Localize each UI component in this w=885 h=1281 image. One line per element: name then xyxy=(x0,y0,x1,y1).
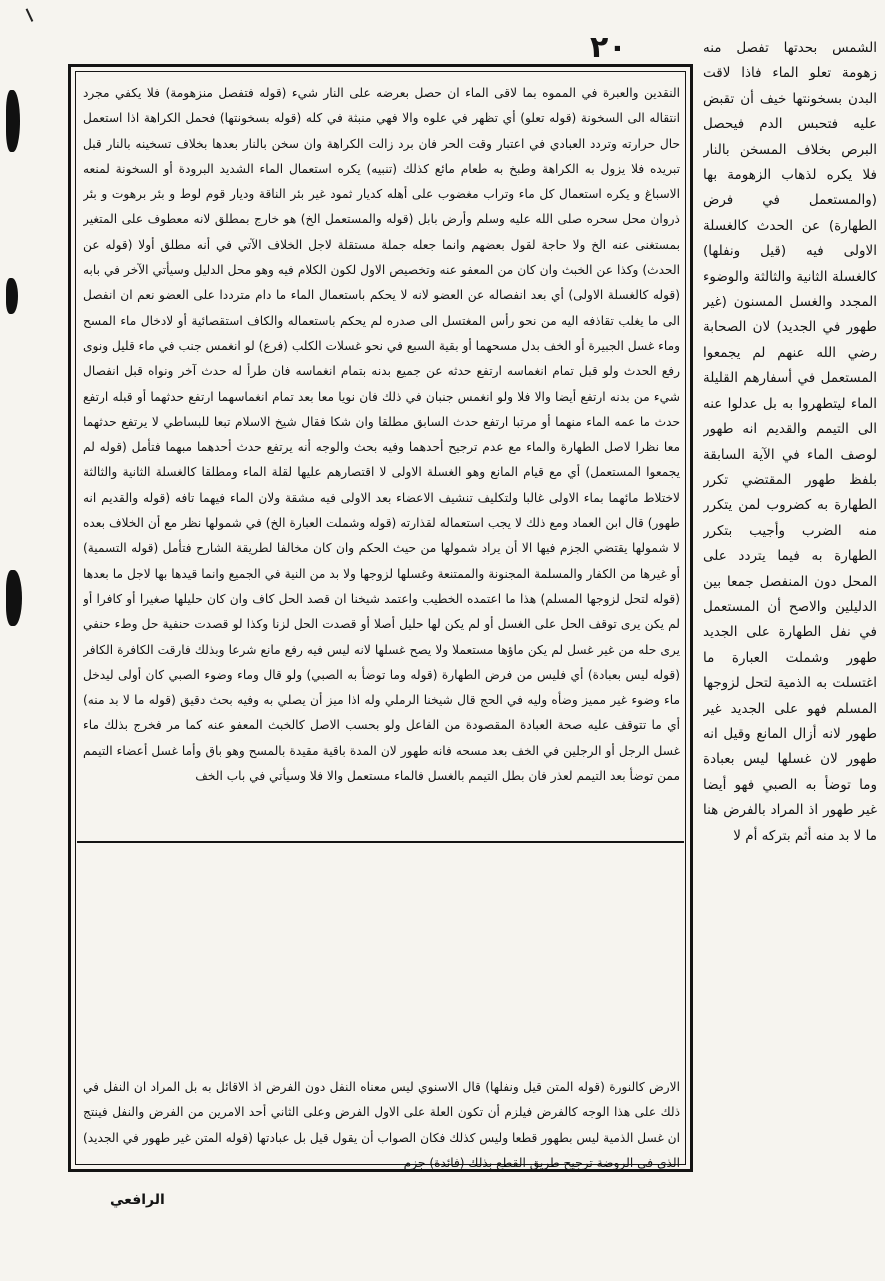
binding-hole-mark xyxy=(6,90,20,152)
margin-main-text: الشمس بحدتها تفصل منه زهومة تعلو الماء فاذا لاقت البدن بسخونتها خيف أن تقبض عليه فتحبس الدم فيحصل البرص بخلاف المسخن بالنار فلا يكره لذهاب الزهومة بها (والمستعمل في فرض الطهارة) عن الحدث كالغسلة الاولى فيه (قيل ونفلها) كالغسلة الثانية والثالثة والوضوء المجدد والغسل المسنون (غير طهور في الجديد) لان الصحابة رضي الله عنهم لم يجمعوا المستعمل في أسفارهم القليلة الماء ليتطهروا به بل عدلوا عنه الى التيمم والقديم انه طهور لوصف الماء في الآية السابقة بلفظ طهور المقتضي تكرر الطهارة به كضروب لمن يتكرر منه الضرب وأجيب بتكرر الطهارة به فيما يتردد على المحل دون المنفصل جمعا بين الدليلين والاصح أن المستعمل في نفل الطهارة على الجديد طهور وشملت العبارة ما اغتسلت به الذمية لتحل لزوجها المسلم فهو على الجديد غير طهور لانه أزال المانع وقيل انه طهور لان غسلها ليس بعبادة وما توضأ به الصبي فهو أيضا غير طهور اذ المراد بالفرض هنا ما لا بد منه أثم بتركه أم لا xyxy=(703,40,877,844)
page-number: ٢٠ xyxy=(590,30,627,65)
commentary-text: النقدين والعبرة في المموه بما لاقى الماء ان حصل بعرضه على النار شيء (قوله فتفصل منزهومة) فلا يكفي مجرد انتقاله الى السخونة (قوله تعلو) أي تظهر في علوه والا فهي منبثة في كله (قوله بسخونتها) فحمل الكراهة اذا استعمل حال حرارته وتردد العبادي في اعتبار وقت الحر فان برد زالت الكراهة وان سخن بالنار بعدها بخلاف تسخينه بالنار قبل تبريده فلا يزول به الكراهة وطبخ به طعام مائع كذلك (تنبيه) يكره استعمال الماء الشديد البرودة أو السخونة لمنعه الاسباغ و يكره استعمال كل ماء وتراب مغضوب على أهله كديار ثمود غير بئر الناقة وديار قوم لوط و بئر برهوت و بئر ذروان محل سحره صلى الله عليه وسلم وأرض بابل (قوله والمستعمل الخ) هو خارج بمطلق لانه معطوف على المتغير بمستغنى عنه الخ ولا حاجة لقول بعضهم وانما جعله جملة مستقلة لاجل الخلاف الآتي في أنه مطلق أولا (قوله عن الحدث) وكذا عن الخبث وان كان من المعفو عنه وتخصيص الاول لكون الكلام فيه وهو محل الدليل وسيأتي الآخر في بابه (قوله كالغسلة الاولى) أي بعد انفصاله عن العضو لانه لا يحكم باستعمال الماء ما دام مترددا على العضو نعم ان انفصل الى ما يغلب تقاذفه اليه من نحو رأس المغتسل الى صدره لم يحكم باستعماله والكاف استقصائية أو لادخال ماء المسح وماء غسل الجبيرة أو الخف بدل مسحهما أو بقية السبع في نحو غسلات الكلب (فرع) لو انغمس جنب في ماء قليل ونوى رفع الحدث ولو قبل تمام انغماسه ارتفع حدثه عن جميع بدنه بتمام انغماسه فان طرأ له حدث آخر ونواه قبل انفصال شيء من بدنه ارتفع أيضا والا فلا ولو انغمس جنبان في ذلك فان نويا معا بعد تمام انغماسهما ارتفع حدثهما أو قبله ارتفع حدث ما عمه الماء منهما أو مرتبا ارتفع حدث السابق مطلقا وان شكا فقال شيخ الاسلام تبعا للبساطي لا يرتفع حدثهما معا نظرا لاصل الطهارة والماء مع عدم ترجيح أحدهما وفيه بحث والوجه أنه يرتفع حدث أحدهما مبهما فتأمل (قوله لم يجمعوا المستعمل) أي مع قيام المانع وهو الغسلة الاولى لا اقتصارهم عليها لقلة الماء ومطلقا كالغسلة الثانية والثالثة لاختلاط مائهما بماء الاولى غالبا ولتكليف تنشيف الاعضاء بعد الاولى فيه مشقة ولان الماء فيهما تافه (قوله والقديم انه طهور) قال ابن العماد ومع ذلك لا يجب استعماله لقذارته (قوله وشملت العبارة الخ) في شمولها نظر مع أن الخلاف بعده لا شمولها يقتضي الجزم فيها الا أن يراد شمولها من حيث الحكم وان كان مخالفا لطريقة الشارح فتأمل (قوله التسمية) أو غيرها من الكفار والمسلمة المجنونة والممتنعة وغسلها لزوجها ولا بد من النية في الجميع وانما قيدها بها لاجل ما بعدها (قوله لتحل لزوجها المسلم) هذا ما اعتمده الخطيب واعتمد شيخنا ان قصد الحل كاف وان كان حليلها صغيرا أو كافرا أو لم يكن يرى توقف الحل على الغسل أو لم يكن لها حليل أصلا أو قصدت الحل لزنا وكذا لو قصدت حنفية حل وطء حنفي يرى حله من غير غسل لم يكن ماؤها مستعملا ولا يصح غسلها لانه ليس فيه رفع مانع شرعا وبذلك فارقت الكافرة الكافر (قوله ليس بعبادة) أي فليس من فرض الطهارة (قوله وما توضأ به الصبي) ولو قال وماء وضوء الصبي كان أولى ليدخل ماء وضوء غير مميز وضأه وليه في الحج قال شيخنا الرملي وله اذا ميز أن يصلي به وفيه بحث دقيق (قوله ما لا بد منه) أي ما تتوقف عليه صحة العبادة المقصودة من الفاعل ولو بحسب الاصل كالخبث المعفو عنه كما مر فخرج بذلك ماء غسل الرجل أو الرجلين في الخف بعد مسحه فانه طهور لان المدة باقية مقيدة بالمسح وهو باق وأما غسل أعضاء التيمم ممن توضأ بعد التيمم لعذر فان بطل التيمم بالغسل فالماء مستعمل والا فلا وسيأتي في باب الخف xyxy=(83,86,680,784)
commentary-box xyxy=(68,64,693,1172)
corner-mark xyxy=(26,4,43,22)
binding-hole-mark xyxy=(6,570,22,626)
commentary-lower-text: الارض كالنورة (قوله المتن قيل ونفلها) قال الاسنوي ليس معناه النفل دون الفرض اذ الاقائل به بل المراد ان النفل في ذلك على هذا الوجه كالفرض فيلزم أن تكون العلة على الاول الفرض وعلى الثاني أحد الامرين من الفرض والنفل فينتج ان غسل الذمية ليس بطهور قطعا وليس كذلك فكان الصواب أن يقول قيل بل عبادتها (قوله المتن غير طهور في الجديد) الذي في الروضة ترجيح طريق القطع بذلك (فائدة) جزم xyxy=(83,1080,680,1170)
binding-hole-mark xyxy=(6,278,18,314)
section-divider xyxy=(77,841,684,843)
footer-signature: الرافعي xyxy=(110,1192,165,1208)
